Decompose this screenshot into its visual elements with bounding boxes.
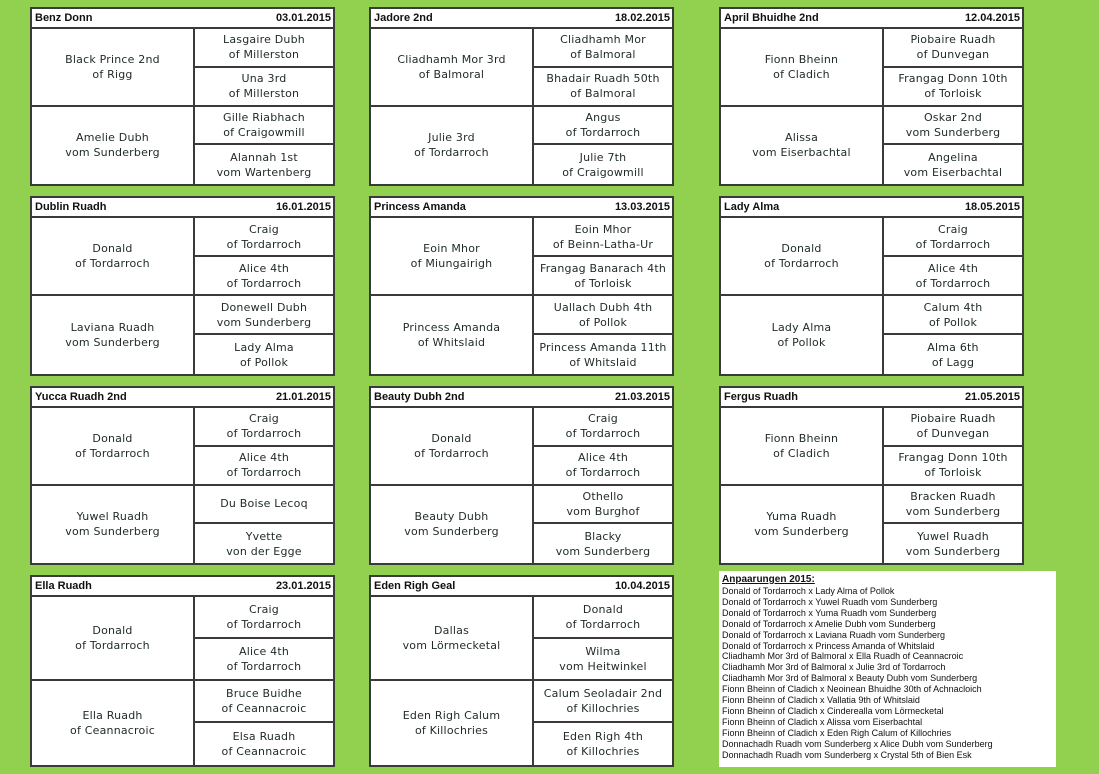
- maternal-granddam-cell: Yvette von der Egge: [226, 529, 302, 558]
- maternal-granddam-cell: Julie 7th of Craigowmill: [562, 150, 644, 179]
- paternal-grandsire-cell: Craig of Tordarroch: [534, 408, 672, 447]
- animal-name: April Bhuidhe 2nd: [724, 12, 819, 24]
- sire-cell: Fionn Bheinn of Cladich: [721, 408, 884, 486]
- birth-date: 21.03.2015: [614, 391, 670, 403]
- note-line: Cliadhamh Mor 3rd of Balmoral x Julie 3rd of Tordarroch: [722, 662, 946, 673]
- sire-cell: Fionn Bheinn of Cladich: [721, 29, 884, 107]
- card-header: [721, 9, 1022, 29]
- animal-name: Benz Donn: [35, 12, 93, 24]
- pedigree-card: [369, 575, 674, 767]
- paternal-granddam-cell: Wilma vom Heitwinkel: [534, 639, 672, 681]
- note-line: Donald of Tordarroch x Amelie Dubh vom Sunderberg: [722, 618, 936, 629]
- note-line: Donald of Tordarroch x Laviana Ruadh vom Sunderberg: [722, 629, 945, 640]
- note-line: Donald of Tordarroch x Yuwel Ruadh vom Sunderberg: [722, 596, 938, 607]
- paternal-granddam-cell: Alice 4th of Tordarroch: [195, 257, 333, 296]
- pedigree-card: [719, 196, 1024, 376]
- paternal-grandsire-cell: Craig of Tordarroch: [884, 218, 1022, 257]
- birth-date: 18.05.2015: [964, 201, 1020, 213]
- sire-cell: Donald of Tordarroch: [721, 218, 884, 296]
- maternal-granddam-cell: Blacky vom Sunderberg: [555, 529, 651, 558]
- animal-name: Fergus Ruadh: [724, 391, 798, 403]
- card-header: [32, 198, 333, 218]
- notes-title: Anpaarungen 2015:: [722, 574, 815, 585]
- dam-cell: Yuma Ruadh vom Sunderberg: [721, 486, 884, 564]
- dam-cell: Laviana Ruadh vom Sunderberg: [32, 296, 195, 374]
- maternal-grandsire-cell: Gille Riabhach of Craigowmill: [195, 107, 333, 146]
- maternal-grandsire-cell: Bruce Buidhe of Ceannacroic: [195, 681, 333, 723]
- paternal-granddam-cell: Frangag Banarach 4th of Torloisk: [534, 257, 672, 296]
- note-line: Fionn Bheinn of Cladich x Neoinean Bhuidhe 30th of Achnacloich: [722, 684, 982, 695]
- sire-cell: Dallas vom Lörmecketal: [371, 597, 534, 681]
- note-line: Donnachadh Ruadh vom Sunderberg x Crystal 5th of Bien Esk: [722, 749, 972, 760]
- sire-cell: Cliadhamh Mor 3rd of Balmoral: [371, 29, 534, 107]
- paternal-grandsire-cell: Piobaire Ruadh of Dunvegan: [884, 408, 1022, 447]
- dam-cell: Yuwel Ruadh vom Sunderberg: [32, 486, 195, 564]
- pedigree-card: [369, 7, 674, 186]
- maternal-granddam-cell: Alannah 1st vom Wartenberg: [216, 150, 312, 179]
- note-line: Fionn Bheinn of Cladich x Vallatia 9th of Whitslaid: [722, 695, 920, 706]
- pedigree-card: [719, 7, 1024, 186]
- note-line: Fionn Bheinn of Cladich x Alissa vom Eiserbachtal: [722, 716, 923, 727]
- note-line: Cliadhamh Mor 3rd of Balmoral x Ella Ruadh of Ceannacroic: [722, 651, 964, 662]
- maternal-granddam-cell: Alma 6th of Lagg: [927, 340, 979, 369]
- maternal-grandsire-cell: Bracken Ruadh vom Sunderberg: [884, 486, 1022, 525]
- maternal-grandsire-cell: Othello vom Burghof: [534, 486, 672, 525]
- card-header: [371, 388, 672, 408]
- paternal-granddam-cell: Alice 4th of Tordarroch: [884, 257, 1022, 296]
- paternal-granddam-cell: Alice 4th of Tordarroch: [195, 639, 333, 681]
- dam-cell: Eden Righ Calum of Killochries: [371, 681, 534, 765]
- pedigree-card: [369, 386, 674, 565]
- birth-date: 03.01.2015: [275, 12, 331, 24]
- animal-name: Yucca Ruadh 2nd: [35, 391, 127, 403]
- maternal-grandsire-cell: Donewell Dubh vom Sunderberg: [195, 296, 333, 335]
- dam-cell: Ella Ruadh of Ceannacroic: [32, 681, 195, 765]
- paternal-granddam-cell: Una 3rd of Millerston: [195, 68, 333, 107]
- card-header: [721, 388, 1022, 408]
- maternal-granddam-cell: Elsa Ruadh of Ceannacroic: [221, 730, 307, 758]
- animal-name: Beauty Dubh 2nd: [374, 391, 465, 403]
- pedigree-card: [30, 196, 335, 376]
- birth-date: 21.05.2015: [964, 391, 1020, 403]
- card-header: [32, 577, 333, 597]
- paternal-grandsire-cell: Lasgaire Dubh of Millerston: [195, 29, 333, 68]
- animal-name: Eden Righ Geal: [374, 580, 456, 592]
- note-line: Donald of Tordarroch x Yuma Ruadh vom Sunderberg: [722, 607, 937, 618]
- sire-cell: Donald of Tordarroch: [32, 218, 195, 296]
- animal-name: Princess Amanda: [374, 201, 466, 213]
- animal-name: Ella Ruadh: [35, 580, 92, 592]
- dam-cell: Alissa vom Eiserbachtal: [721, 107, 884, 185]
- paternal-grandsire-cell: Eoin Mhor of Beinn-Latha-Ur: [534, 218, 672, 257]
- birth-date: 13.03.2015: [614, 201, 670, 213]
- sire-cell: Donald of Tordarroch: [32, 408, 195, 486]
- maternal-granddam-cell: Princess Amanda 11th of Whitslaid: [539, 340, 667, 369]
- note-line: Donald of Tordarroch x Lady Alma of Pollok: [722, 586, 895, 596]
- maternal-granddam-cell: Yuwel Ruadh vom Sunderberg: [905, 529, 1001, 558]
- dam-cell: Amelie Dubh vom Sunderberg: [32, 107, 195, 185]
- pedigree-card: [369, 196, 674, 376]
- dam-cell: Julie 3rd of Tordarroch: [371, 107, 534, 185]
- card-header: [371, 577, 672, 597]
- sire-cell: Donald of Tordarroch: [32, 597, 195, 681]
- card-header: [721, 198, 1022, 218]
- birth-date: 21.01.2015: [275, 391, 331, 403]
- paternal-granddam-cell: Alice 4th of Tordarroch: [534, 447, 672, 486]
- paternal-grandsire-cell: Craig of Tordarroch: [195, 218, 333, 257]
- sire-cell: Black Prince 2nd of Rigg: [32, 29, 195, 107]
- dam-cell: Beauty Dubh vom Sunderberg: [371, 486, 534, 564]
- pedigree-card: [719, 386, 1024, 565]
- animal-name: Lady Alma: [724, 201, 780, 213]
- note-line: Fionn Bheinn of Cladich x Cinderealla vom Lörmecketal: [722, 705, 944, 716]
- paternal-granddam-cell: Frangag Donn 10th of Torloisk: [884, 447, 1022, 486]
- maternal-granddam-cell: Eden Righ 4th of Killochries: [562, 730, 644, 758]
- paternal-grandsire-cell: Craig of Tordarroch: [195, 408, 333, 447]
- sire-cell: Donald of Tordarroch: [371, 408, 534, 486]
- birth-date: 10.04.2015: [614, 580, 670, 592]
- note-line: Donald of Tordarroch x Princess Amanda of Whitslaid: [722, 640, 935, 651]
- card-header: [32, 388, 333, 408]
- dam-cell: Princess Amanda of Whitslaid: [371, 296, 534, 374]
- card-header: [32, 9, 333, 29]
- maternal-grandsire-cell: Uallach Dubh 4th of Pollok: [534, 296, 672, 335]
- pedigree-card: [30, 386, 335, 565]
- maternal-grandsire-cell: Calum 4th of Pollok: [884, 296, 1022, 335]
- maternal-granddam-cell: Lady Alma of Pollok: [234, 340, 294, 369]
- maternal-granddam-cell: Angelina vom Eiserbachtal: [903, 150, 1003, 179]
- note-line: Fionn Bheinn of Cladich x Eden Righ Calum of Killochries: [722, 727, 952, 738]
- paternal-grandsire-cell: Craig of Tordarroch: [195, 597, 333, 639]
- pedigree-card: [30, 575, 335, 767]
- pedigree-card: [30, 7, 335, 186]
- paternal-grandsire-cell: Cliadhamh Mor of Balmoral: [534, 29, 672, 68]
- note-line: Cliadhamh Mor 3rd of Balmoral x Beauty Dubh vom Sunderberg: [722, 673, 978, 684]
- card-header: [371, 198, 672, 218]
- birth-date: 18.02.2015: [614, 12, 670, 24]
- animal-name: Dublin Ruadh: [35, 201, 107, 213]
- paternal-granddam-cell: Frangag Donn 10th of Torloisk: [884, 68, 1022, 107]
- animal-name: Jadore 2nd: [374, 12, 433, 24]
- birth-date: 23.01.2015: [275, 580, 331, 592]
- paternal-granddam-cell: Alice 4th of Tordarroch: [195, 447, 333, 486]
- card-header: [371, 9, 672, 29]
- maternal-grandsire-cell: Du Boise Lecoq: [195, 486, 333, 525]
- paternal-grandsire-cell: Donald of Tordarroch: [534, 597, 672, 639]
- paternal-granddam-cell: Bhadair Ruadh 50th of Balmoral: [534, 68, 672, 107]
- maternal-grandsire-cell: Oskar 2nd vom Sunderberg: [884, 107, 1022, 146]
- birth-date: 12.04.2015: [964, 12, 1020, 24]
- dam-cell: Lady Alma of Pollok: [721, 296, 884, 374]
- matings-notes: [719, 571, 1056, 767]
- paternal-grandsire-cell: Piobaire Ruadh of Dunvegan: [884, 29, 1022, 68]
- note-line: Donnachadh Ruadh vom Sunderberg x Alice Dubh vom Sunderberg: [722, 738, 993, 749]
- maternal-grandsire-cell: Angus of Tordarroch: [534, 107, 672, 146]
- birth-date: 16.01.2015: [275, 201, 331, 213]
- sire-cell: Eoin Mhor of Miungairigh: [371, 218, 534, 296]
- maternal-grandsire-cell: Calum Seoladair 2nd of Killochries: [534, 681, 672, 723]
